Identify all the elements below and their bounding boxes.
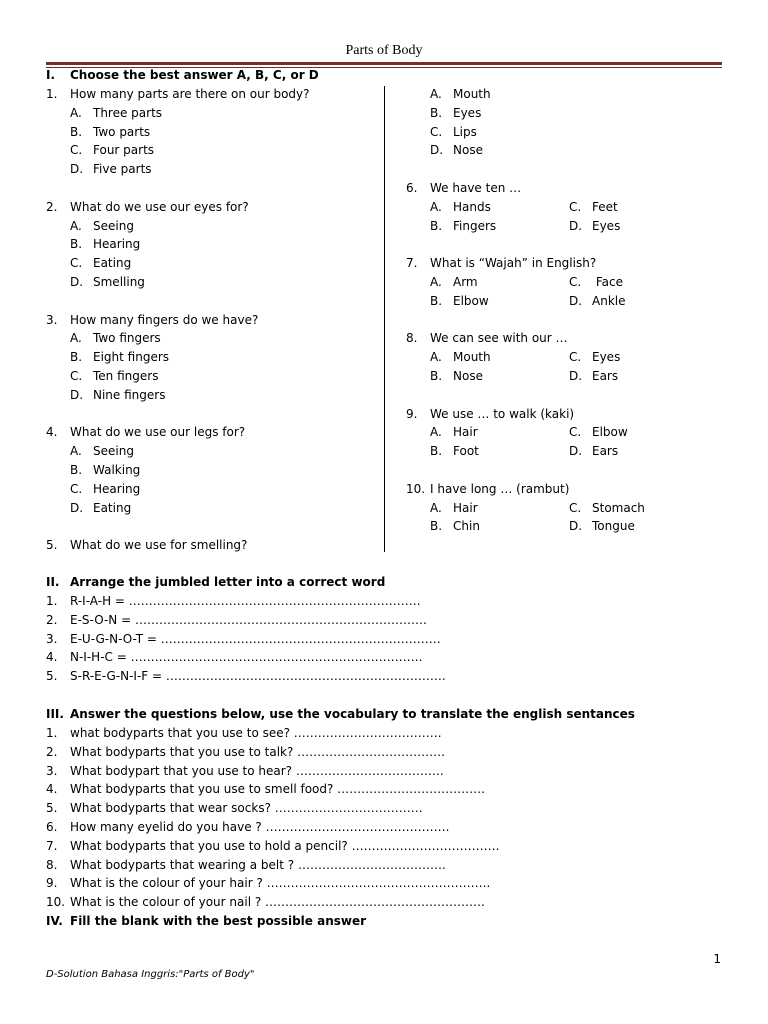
- option-letter: B.: [70, 237, 83, 252]
- option-letter: D.: [569, 444, 583, 459]
- section-1-right-column: [406, 85, 708, 536]
- question-10: [406, 480, 708, 499]
- section-2-roman: II.: [46, 575, 60, 589]
- jumbled-word-item: [46, 648, 446, 667]
- item-text: What is the colour of your nail ? ……………………………………………….: [70, 895, 485, 910]
- answer-option: [569, 217, 708, 236]
- answer-option: [430, 348, 569, 367]
- section-3-list: [46, 724, 499, 912]
- spacer: [406, 311, 708, 330]
- spacer: [406, 461, 708, 480]
- option-text: Eyes: [592, 218, 621, 233]
- option-text: Two parts: [93, 124, 151, 139]
- option-text: Feet: [592, 199, 618, 214]
- item-text: E-U-G-N-O-T = …………………………………………………………….: [70, 631, 441, 646]
- option-text: Nose: [453, 143, 483, 158]
- option-letter: B.: [70, 124, 83, 139]
- option-letter: D.: [569, 293, 583, 308]
- option-letter: D.: [569, 218, 583, 233]
- option-letter: B.: [430, 218, 443, 233]
- section-2-list: [46, 592, 446, 686]
- jumbled-word-item: [46, 630, 446, 649]
- item-text: How many eyelid do you have ? ……………………………………….: [70, 819, 450, 834]
- item-text: What do we use our legs for?: [70, 425, 246, 440]
- answer-option: [46, 160, 310, 179]
- option-letter: C.: [569, 274, 582, 289]
- item-text: We can see with our …: [430, 331, 568, 346]
- option-letter: A.: [430, 425, 442, 440]
- option-letter: A.: [430, 274, 442, 289]
- item-text: What is the colour of your hair ? ………………………………………………..: [70, 876, 491, 891]
- translation-question: [46, 724, 499, 743]
- option-text: Mouth: [453, 87, 491, 101]
- answer-option: [569, 499, 708, 518]
- option-letter: D.: [70, 387, 84, 402]
- option-letter: C.: [569, 500, 582, 515]
- answer-option: [46, 442, 310, 461]
- item-number: 5.: [46, 538, 58, 553]
- answer-option: [430, 517, 569, 536]
- option-letter: B.: [430, 368, 443, 383]
- answer-option: [406, 123, 708, 142]
- answer-option-row: [406, 348, 708, 367]
- answer-option: [569, 348, 708, 367]
- answer-option: [46, 461, 310, 480]
- option-letter: A.: [70, 218, 82, 233]
- option-letter: B.: [70, 462, 83, 477]
- option-letter: B.: [430, 444, 443, 459]
- item-text: What bodyparts that wear socks? ……………………………….: [70, 801, 423, 816]
- answer-option-row: [406, 217, 708, 236]
- answer-option: [430, 423, 569, 442]
- answer-option: [46, 123, 310, 142]
- section-2-heading-text: Arrange the jumbled letter into a correct word: [70, 575, 386, 589]
- section-1-roman: I.: [46, 68, 56, 82]
- option-text: Face: [592, 274, 623, 289]
- option-text: Eyes: [453, 105, 482, 120]
- option-letter: A.: [430, 350, 442, 365]
- answer-option: [569, 517, 708, 536]
- option-text: Three parts: [93, 105, 163, 120]
- option-letter: C.: [70, 256, 83, 271]
- item-text: What do we use for smelling?: [70, 538, 248, 553]
- item-number: 1.: [46, 594, 58, 608]
- answer-option-row: [406, 292, 708, 311]
- translation-question: [46, 799, 499, 818]
- option-letter: A.: [70, 105, 82, 120]
- option-text: Eyes: [592, 350, 621, 365]
- translation-question: [46, 874, 499, 893]
- question-8: [406, 329, 708, 348]
- item-number: 2.: [46, 744, 58, 759]
- option-letter: A.: [70, 331, 82, 346]
- option-text: Eating: [93, 500, 132, 515]
- option-text: Hair: [453, 500, 478, 515]
- answer-option: [430, 273, 569, 292]
- option-text: Nine fingers: [93, 387, 166, 402]
- answer-option: [46, 386, 310, 405]
- spacer: [46, 517, 310, 536]
- item-text: E-S-O-N = ……………………………………………………………….: [70, 612, 427, 627]
- option-letter: A.: [430, 500, 442, 515]
- option-letter: C.: [569, 425, 582, 440]
- item-number: 3.: [46, 631, 58, 646]
- item-number: 1.: [46, 726, 58, 740]
- option-text: Mouth: [453, 350, 491, 365]
- option-letter: B.: [430, 293, 443, 308]
- option-letter: A.: [430, 199, 442, 214]
- option-text: Ankle: [592, 293, 626, 308]
- item-number: 6.: [46, 819, 58, 834]
- option-text: Lips: [453, 124, 477, 139]
- option-text: Arm: [453, 274, 478, 289]
- item-number: 8.: [46, 857, 58, 872]
- jumbled-word-item: [46, 667, 446, 686]
- section-1-heading-text: Choose the best answer A, B, C, or D: [70, 68, 319, 82]
- option-letter: B.: [430, 105, 443, 120]
- section-4-heading-text: Fill the blank with the best possible answer: [70, 914, 367, 928]
- question-5: [46, 536, 310, 555]
- option-letter: A.: [70, 444, 82, 459]
- option-letter: D.: [430, 143, 444, 158]
- item-text: What bodyparts that you use to smell food? ……………………………….: [70, 782, 485, 797]
- option-text: Five parts: [93, 162, 152, 177]
- question-6: [406, 179, 708, 198]
- question-3: [46, 311, 310, 330]
- option-text: Walking: [93, 462, 141, 477]
- item-number: 5.: [46, 669, 58, 684]
- translation-question: [46, 762, 499, 781]
- answer-option: [569, 367, 708, 386]
- answer-option-row: [406, 442, 708, 461]
- answer-option: [46, 273, 310, 292]
- answer-option: [569, 273, 708, 292]
- option-text: Smelling: [93, 274, 145, 289]
- answer-option: [430, 292, 569, 311]
- option-letter: D.: [569, 368, 583, 383]
- answer-option: [46, 217, 310, 236]
- answer-option: [569, 442, 708, 461]
- item-text: What bodyparts that wearing a belt ? ……………………………….: [70, 857, 446, 872]
- section-4-roman: IV.: [46, 914, 63, 928]
- question-7: [406, 254, 708, 273]
- jumbled-word-item: [46, 611, 446, 630]
- answer-option: [569, 423, 708, 442]
- option-text: Hearing: [93, 237, 141, 252]
- option-letter: C.: [569, 350, 582, 365]
- section-2-heading: [46, 573, 385, 592]
- answer-option-row: [406, 517, 708, 536]
- question-2: [46, 198, 310, 217]
- option-letter: C.: [70, 481, 83, 496]
- item-text: We have ten …: [430, 180, 522, 195]
- answer-option-row: [406, 273, 708, 292]
- answer-option: [430, 217, 569, 236]
- section-3-heading: [46, 705, 635, 724]
- question-1: [46, 85, 310, 104]
- answer-option: [46, 348, 310, 367]
- option-text: Seeing: [93, 218, 134, 233]
- answer-option-row: [406, 423, 708, 442]
- option-text: Seeing: [93, 444, 134, 459]
- answer-option: [430, 198, 569, 217]
- item-text: What is “Wajah” in English?: [430, 256, 597, 271]
- answer-option: [406, 141, 708, 160]
- item-number: 2.: [46, 199, 58, 214]
- option-text: Four parts: [93, 143, 155, 158]
- answer-option: [46, 329, 310, 348]
- translation-question: [46, 818, 499, 837]
- translation-question: [46, 743, 499, 762]
- item-number: 1.: [46, 87, 58, 101]
- option-letter: D.: [70, 162, 84, 177]
- answer-option-row: [406, 198, 708, 217]
- option-letter: D.: [569, 519, 583, 534]
- header-rule-thick: [46, 62, 722, 65]
- answer-option: [46, 254, 310, 273]
- section-1-left-column: [46, 85, 310, 555]
- spacer: [406, 386, 708, 405]
- option-letter: C.: [430, 124, 443, 139]
- column-divider: [384, 86, 385, 552]
- answer-option: [430, 367, 569, 386]
- item-number: 3.: [46, 763, 58, 778]
- option-letter: B.: [430, 519, 443, 534]
- option-text: Stomach: [592, 500, 645, 515]
- question-9: [406, 405, 708, 424]
- item-number: 4.: [46, 782, 58, 797]
- item-text: what bodyparts that you use to see? ……………………………….: [70, 726, 442, 740]
- item-number: 8.: [406, 331, 418, 346]
- option-letter: A.: [430, 87, 442, 101]
- translation-question: [46, 893, 499, 912]
- section-1-heading: [46, 66, 319, 85]
- item-text: What bodyparts that you use to talk? ……………………………….: [70, 744, 445, 759]
- option-text: Tongue: [592, 519, 635, 534]
- answer-option: [406, 104, 708, 123]
- answer-option: [46, 367, 310, 386]
- option-text: Chin: [453, 519, 480, 534]
- item-number: 9.: [406, 406, 418, 421]
- option-text: Foot: [453, 444, 479, 459]
- answer-option: [46, 480, 310, 499]
- footer: D-Solution Bahasa Inggris:"Parts of Body": [46, 969, 255, 980]
- answer-option: [46, 499, 310, 518]
- item-text: S-R-E-G-N-I-F = …………………………………………………………….: [70, 669, 446, 684]
- item-number: 3.: [46, 312, 58, 327]
- option-text: Ten fingers: [93, 368, 159, 383]
- section-3-heading-text: Answer the questions below, use the vocabulary to translate the english sentances: [70, 707, 635, 721]
- answer-option: [46, 141, 310, 160]
- option-text: Ears: [592, 368, 619, 383]
- item-number: 4.: [46, 425, 58, 440]
- option-letter: C.: [569, 199, 582, 214]
- question-4: [46, 423, 310, 442]
- option-letter: D.: [70, 500, 84, 515]
- answer-option-row: [406, 367, 708, 386]
- item-number: 4.: [46, 650, 58, 665]
- item-text: What bodyparts that you use to hold a pencil? ……………………………….: [70, 838, 500, 853]
- option-text: Elbow: [592, 425, 628, 440]
- option-text: Elbow: [453, 293, 489, 308]
- page-title: Parts of Body: [345, 43, 423, 58]
- item-text: How many fingers do we have?: [70, 312, 259, 327]
- item-text: What do we use our eyes for?: [70, 199, 249, 214]
- answer-option: [406, 85, 708, 104]
- option-text: Nose: [453, 368, 483, 383]
- spacer: [406, 160, 708, 179]
- item-text: I have long … (rambut): [430, 481, 570, 496]
- option-text: Fingers: [453, 218, 497, 233]
- item-number: 9.: [46, 876, 58, 891]
- item-text: How many parts are there on our body?: [70, 87, 310, 101]
- section-4-heading: [46, 912, 366, 931]
- translation-question: [46, 856, 499, 875]
- item-number: 10.: [46, 895, 66, 910]
- spacer: [46, 292, 310, 311]
- item-text: What bodypart that you use to hear? ……………………………….: [70, 763, 444, 778]
- answer-option-row: [406, 499, 708, 518]
- answer-option: [430, 442, 569, 461]
- item-number: 6.: [406, 180, 418, 195]
- answer-option: [46, 104, 310, 123]
- item-text: N-I-H-C = ……………………………………………………………….: [70, 650, 423, 665]
- option-text: Hands: [453, 199, 491, 214]
- translation-question: [46, 780, 499, 799]
- spacer: [406, 235, 708, 254]
- option-letter: C.: [70, 368, 83, 383]
- item-number: 7.: [406, 256, 418, 271]
- option-text: Hearing: [93, 481, 141, 496]
- item-number: 5.: [46, 801, 58, 816]
- answer-option: [46, 235, 310, 254]
- item-number: 10.: [406, 481, 426, 496]
- option-text: Hair: [453, 425, 478, 440]
- spacer: [46, 405, 310, 424]
- item-number: 2.: [46, 612, 58, 627]
- option-letter: B.: [70, 350, 83, 365]
- option-text: Eating: [93, 256, 132, 271]
- option-letter: D.: [70, 274, 84, 289]
- page-number: 1: [713, 952, 721, 966]
- item-text: We use … to walk (kaki): [430, 406, 575, 421]
- option-text: Eight fingers: [93, 350, 170, 365]
- answer-option: [569, 292, 708, 311]
- option-letter: C.: [70, 143, 83, 158]
- answer-option: [430, 499, 569, 518]
- spacer: [46, 179, 310, 198]
- answer-option: [569, 198, 708, 217]
- item-text: R-I-A-H = ……………………………………………………………….: [70, 594, 421, 608]
- translation-question: [46, 837, 499, 856]
- jumbled-word-item: [46, 592, 446, 611]
- option-text: Ears: [592, 444, 619, 459]
- section-3-roman: III.: [46, 707, 64, 721]
- option-text: Two fingers: [93, 331, 161, 346]
- item-number: 7.: [46, 838, 58, 853]
